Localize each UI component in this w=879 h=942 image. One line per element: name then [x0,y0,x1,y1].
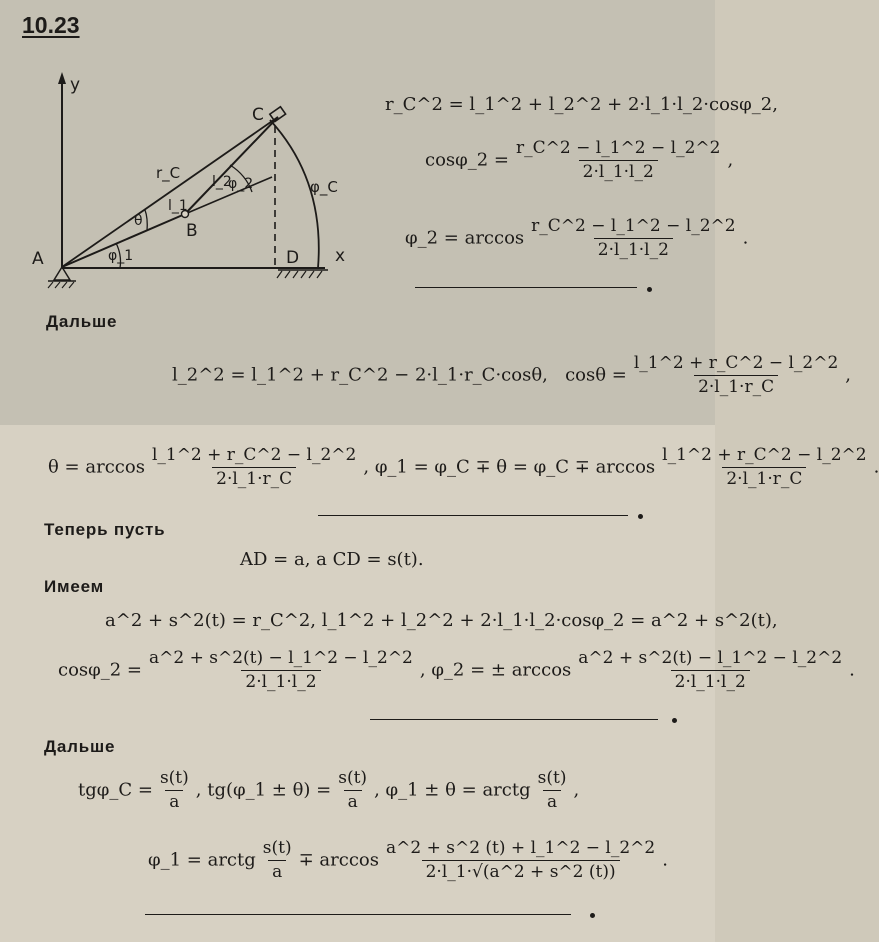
equation-2: cosφ_2 = $\frac{r\_C\^{}2 - l\_1\^{}2 - l\_2\^{}2}{2\cdot l\_1\cdot l\_2}$ , [425,138,734,182]
word-teper: Теперь пусть [44,520,166,539]
label-rc: r_C [156,164,181,182]
label-phic: φ_C [310,178,338,196]
a-hatching [48,282,74,288]
result-underline-1 [415,287,637,288]
y-axis-arrow [58,72,66,84]
label-y: y [70,75,81,95]
slider-c [270,107,286,122]
mechanism-diagram [20,60,360,300]
result-bullet-3 [672,718,677,723]
equation-4: l_2^2 = l_1^2 + r_C^2 − 2·l_1·r_C·cosθ, cosθ = $\frac{l\_1\^{}2 + r\_C\^{}2 - l\_2\^{}2}{2\cdot l\_1\cdot r\_C}$ , [172,353,852,397]
word-dalshe-1: Дальше [46,312,118,331]
label-phi1: φ_1 [108,248,134,264]
result-bullet-1 [647,287,652,292]
label-c: C [252,105,264,125]
problem-number: 10.23 [22,12,80,38]
equation-5: θ = arccos $\frac{l\_1\^{}2 + r\_C\^{}2 - l\_2\^{}2}{2\cdot l\_1\cdot r\_C}$ , φ_1 = φ_C ∓ θ = φ_C ∓ arccos $\frac{l\_1\^{}2 + r\_C\^{}2 - l\_2\^{}2}{2\cdot l\_1\cdot r\_C}$ . [48,445,879,489]
label-theta: θ [134,213,143,229]
equation-8: cosφ_2 = $\frac{a\^{}2 + s\^{}2(t) - l\_1\^{}2 - l\_2\^{}2}{2\cdot l\_1\cdot l\_2}$ , φ_2 = ± arccos $\frac{a\^{}2 + s\^{}2(t) - l\_1\^{}2 - l\_2\^{}2}{2\cdot l\_1\cdot l\_2}$ . [58,648,855,692]
label-x: x [335,246,346,266]
word-dalshe-2: Дальше [44,737,116,756]
equation-3: φ_2 = arccos $\frac{r\_C\^{}2 - l\_1\^{}2 - l\_2\^{}2}{2\cdot l\_1\cdot l\_2}$ . [405,216,749,260]
label-d: D [286,248,300,268]
result-bullet-4 [590,913,595,918]
equation-7: a^2 + s^2(t) = r_C^2, l_1^2 + l_2^2 + 2·l_1·l_2·cosφ_2 = a^2 + s^2(t), [105,610,778,631]
rc-line [62,117,278,267]
label-l1: l_1 [168,198,188,214]
result-underline-2 [318,515,628,516]
result-underline-4 [145,914,571,915]
label-l2: l_2 [212,174,232,190]
equation-10: φ_1 = arctg $\frac{s(t)}{a}$ ∓ arccos $\frac{a\^{}2 + s\^{}2 (t) + l\_1\^{}2 - l\_2\^{}2}{2\cdot l\_1\cdot√(a\^{}2 + s\^{}2 (t))}$ . [148,838,668,882]
result-underline-3 [370,719,658,720]
label-a: A [32,249,44,269]
label-b: B [186,221,198,241]
word-imeem: Имеем [44,577,105,596]
equation-9: tgφ_C = $\frac{s(t)}{a}$ , tg(φ_1 ± θ) = $\frac{s(t)}{a}$ , φ_1 ± θ = arctg $\frac{s(t)}{a}$ , [78,768,580,812]
d-hatching [277,271,322,278]
equation-1: r_C^2 = l_1^2 + l_2^2 + 2·l_1·l_2·cosφ_2, [385,94,778,115]
equation-6: AD = a, a CD = s(t). [240,549,424,570]
result-bullet-2 [638,514,643,519]
label-phi2: φ_2 [228,176,254,192]
theta-arc [145,210,147,231]
